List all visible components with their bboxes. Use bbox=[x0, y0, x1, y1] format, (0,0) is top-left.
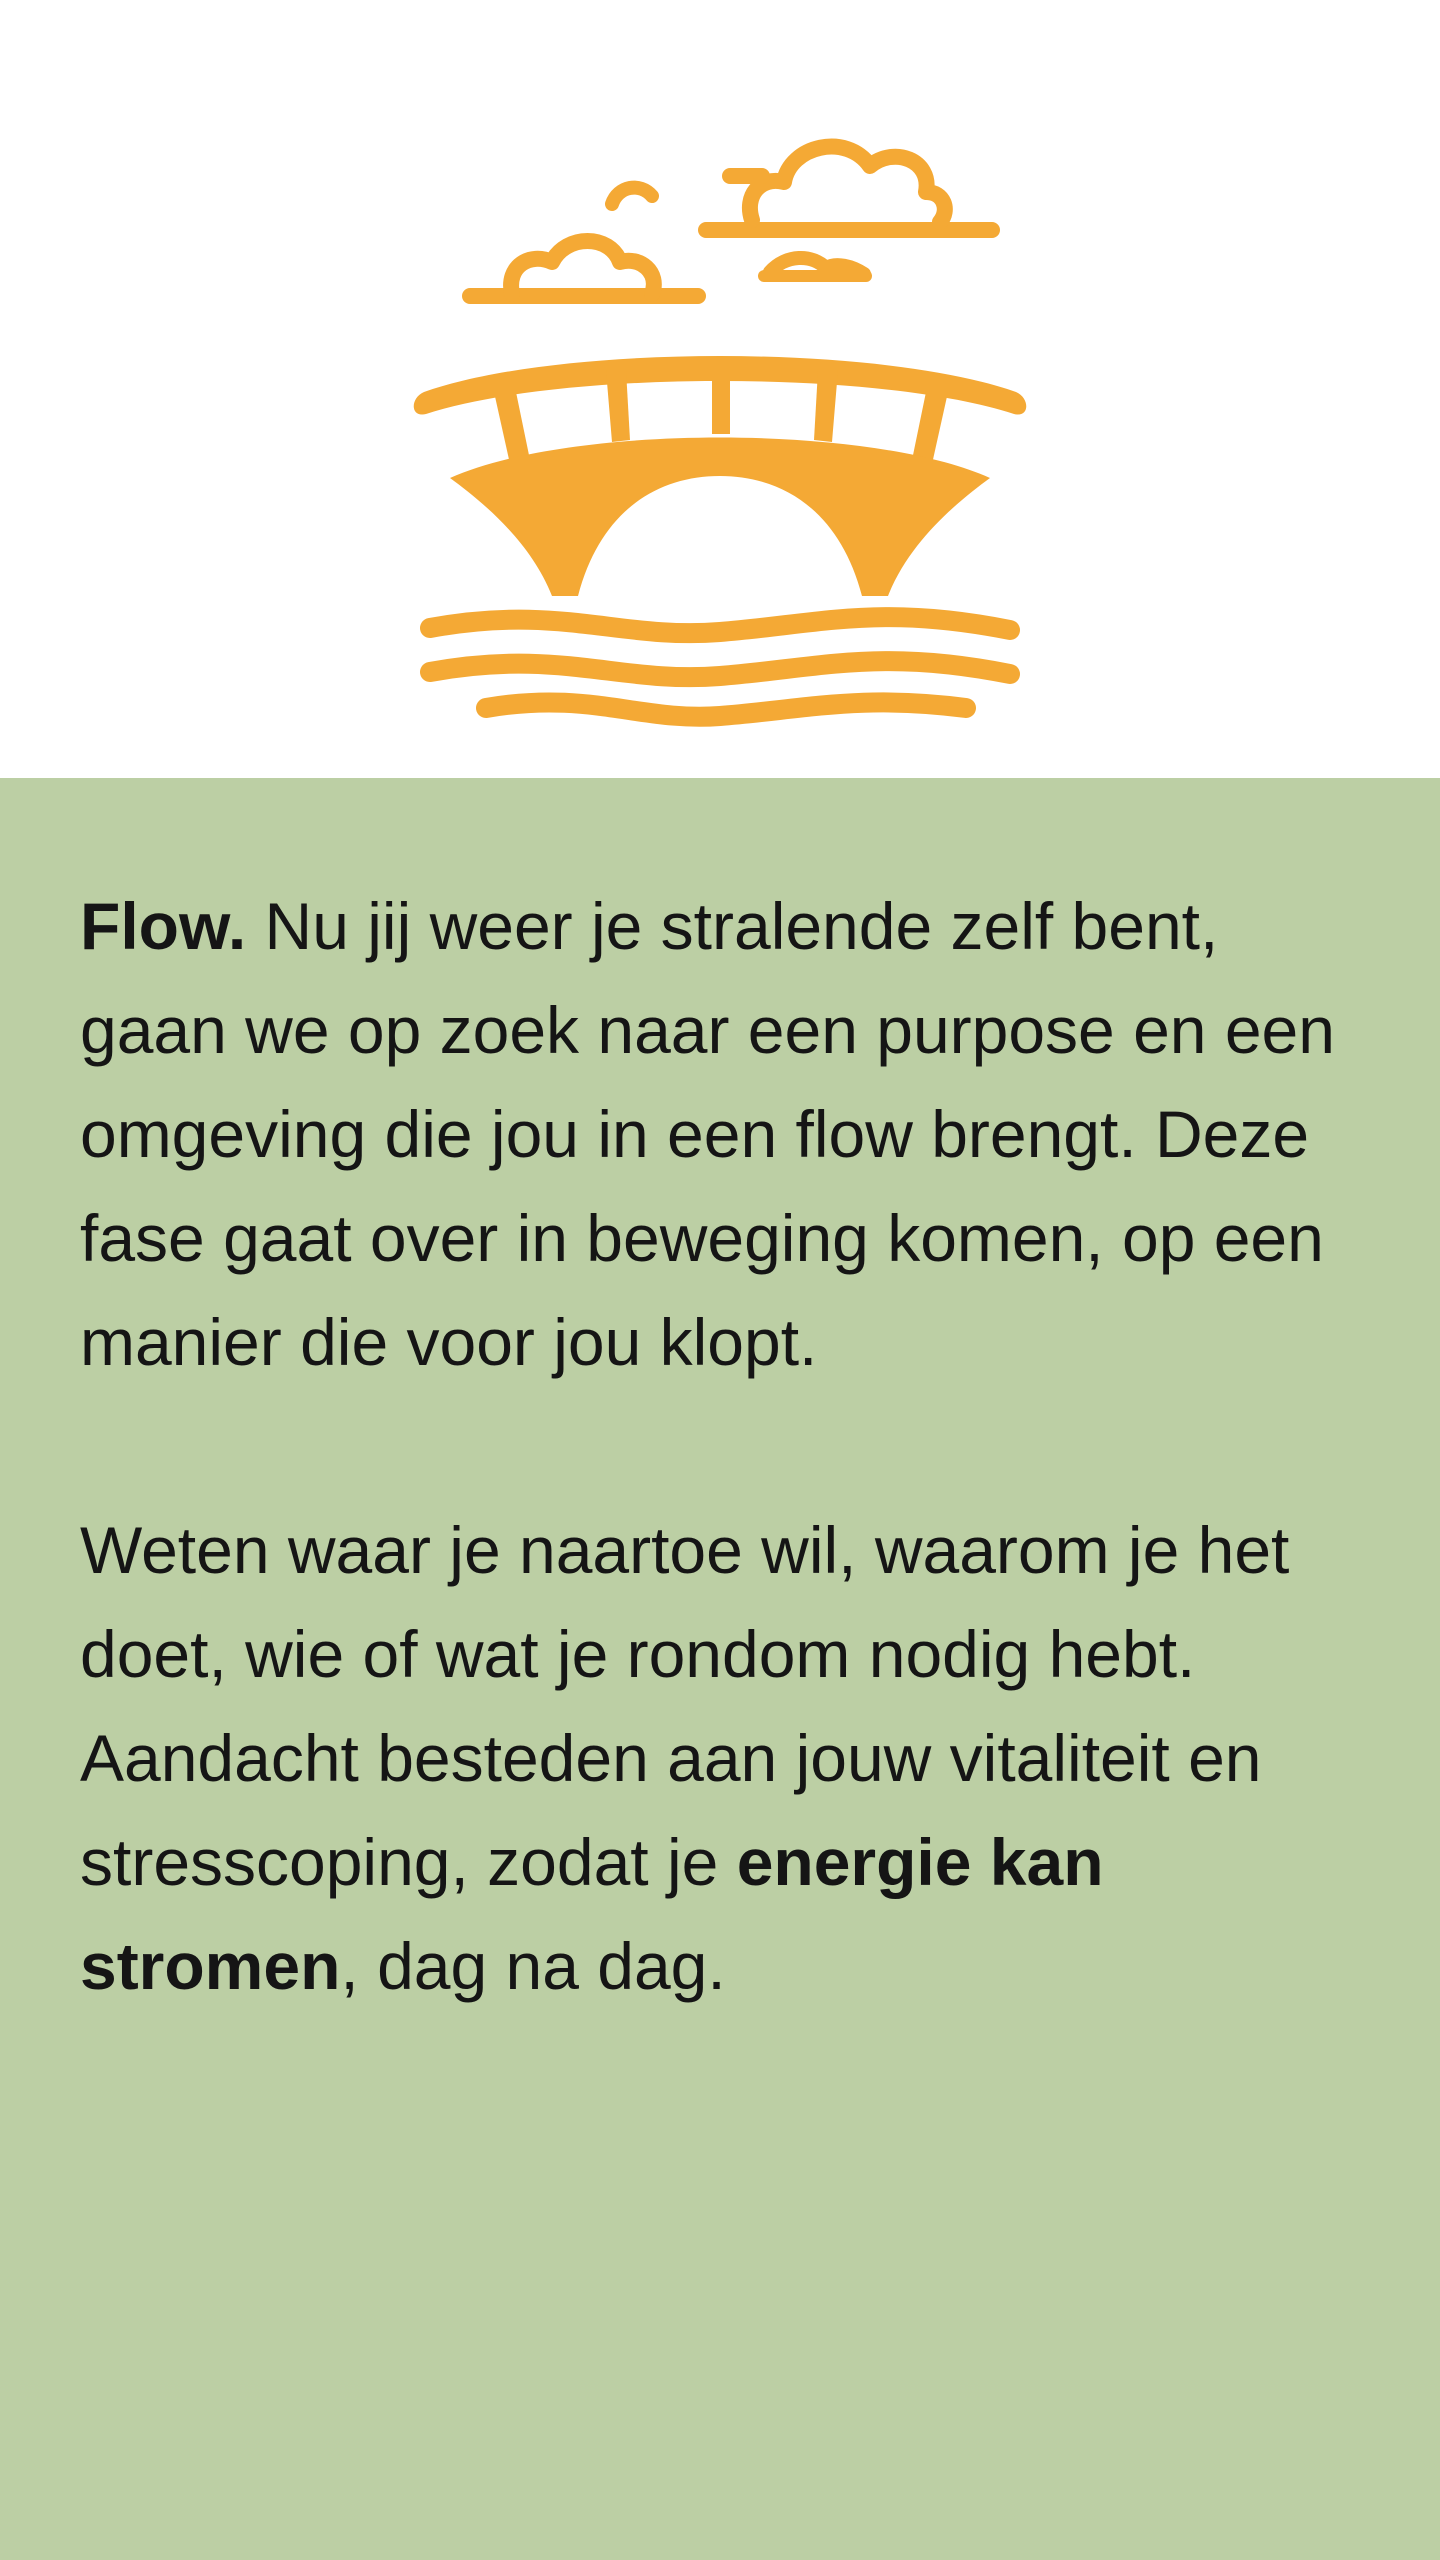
paragraph-energy-text-before: Weten waar je naartoe wil, waarom je het doet, wie of wat je rondom nodig hebt. Aandacht besteden aan jouw vitaliteit en stresscoping, zodat je bbox=[80, 1513, 1290, 1899]
bridge-post-5 bbox=[912, 392, 948, 464]
paragraph-flow bbox=[80, 874, 1380, 1394]
content-panel bbox=[0, 778, 1440, 2560]
cloud-swirl-small-icon bbox=[612, 188, 652, 204]
bridge-post-2 bbox=[606, 370, 630, 442]
paragraph-energy bbox=[80, 1498, 1380, 2018]
bridge-post-3 bbox=[712, 366, 730, 434]
cloud-left-icon bbox=[511, 241, 654, 294]
paragraph-energy-emphasis: energie kan stromen bbox=[80, 1825, 1104, 2003]
bridge-arch bbox=[450, 438, 990, 597]
hero-illustration-area bbox=[0, 0, 1440, 778]
water-wave-1 bbox=[430, 617, 1010, 633]
paragraph-energy-text-after: , dag na dag. bbox=[340, 1929, 726, 2003]
water-wave-2 bbox=[430, 661, 1010, 677]
cloud-right-icon bbox=[750, 147, 945, 222]
bridge-icon bbox=[0, 0, 1440, 778]
water-wave-3 bbox=[486, 702, 966, 716]
description-text bbox=[80, 874, 1380, 2018]
bridge-post-1 bbox=[494, 392, 530, 464]
paragraph-flow-lead: Flow. bbox=[80, 889, 247, 963]
paragraph-flow-text: Nu jij weer je stralende zelf bent, gaan we op zoek naar een purpose en een omgeving die jou in een flow brengt. Deze fase gaat over in beweging komen, op een manier die voor jou klopt. bbox=[80, 889, 1335, 1379]
bridge-post-4 bbox=[814, 370, 838, 442]
